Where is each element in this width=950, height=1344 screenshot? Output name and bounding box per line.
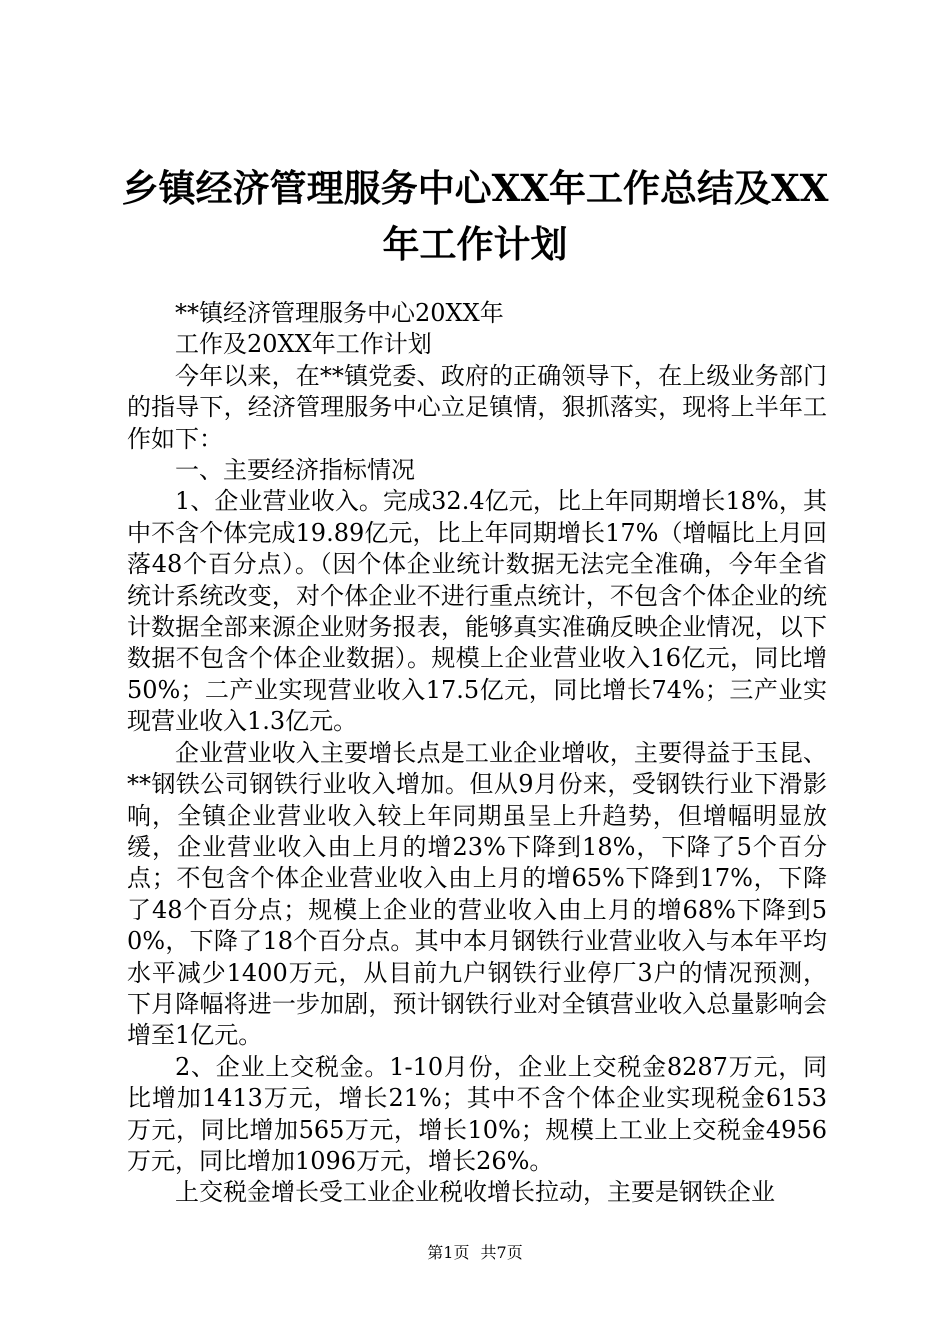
section-heading: 一、主要经济指标情况 — [175, 456, 415, 485]
paragraph-subtitle-2: 工作及20XX年工作计划 — [175, 330, 432, 359]
paragraph-revenue-analysis: 企业营业收入主要增长点是工业企业增收，主要得益于玉昆、**钢铁公司钢铁行业收入增加。但从9月份来，受钢铁行业下滑影响，全镇企业营业收入较上年同期虽呈上升趋势，但增幅明显放缓，企业营业收入由上月的增23%下降到18%，下降了5个百分点；不包含个体企业营业收入由上月的增65%下降到17%，下降了48个百分点；规模上企业的营业收入由上月的增68%下降到50%，下降了18个百分点。其中本月钢铁行业营业收入与本年平均水平减少1400万元，从目前九户钢铁行业停厂3户的情况预测，下月降幅将进一步加剧，预计钢铁行业对全镇营业收入总量影响会增至1亿元。 — [127, 738, 827, 1050]
paragraph-tax-analysis: 上交税金增长受工业企业税收增长拉动，主要是钢铁企业 — [175, 1178, 775, 1207]
paragraph-subtitle-1: **镇经济管理服务中心20XX年 — [175, 299, 504, 327]
page-footer: 第1页 共7页 — [427, 1243, 523, 1262]
document-body — [127, 298, 827, 1209]
paragraph-intro: 今年以来，在**镇党委、政府的正确领导下，在上级业务部门的指导下，经济管理服务中心立足镇情，狠抓落实，现将上半年工作如下： — [127, 361, 827, 453]
paragraph-taxes: 2、企业上交税金。1-10月份，企业上交税金8287万元，同比增加1413万元，增长21%；其中不含个体企业实现税金6153万元，同比增加565万元，增长10%；规模上工业上交税金4956万元，同比增加1096万元，增长26%。 — [127, 1052, 827, 1175]
paragraph-revenue: 1、企业营业收入。完成32.4亿元，比上年同期增长18%，其中不含个体完成19.89亿元，比上年同期增长17%（增幅比上月回落48个百分点）。（因个体企业统计数据无法完全准确，今年全省统计系统改变，对个体企业不进行重点统计，不包含个体企业的统计数据全部来源企业财务报表，能够真实准确反映企业情况，以下数据不包含个体企业数据）。规模上企业营业收入16亿元，同比增50%；二产业实现营业收入17.5亿元，同比增长74%；三产业实现营业收入1.3亿元。 — [127, 487, 827, 736]
document-title: 乡镇经济管理服务中心XX年工作总结及XX年工作计划 — [121, 166, 829, 266]
